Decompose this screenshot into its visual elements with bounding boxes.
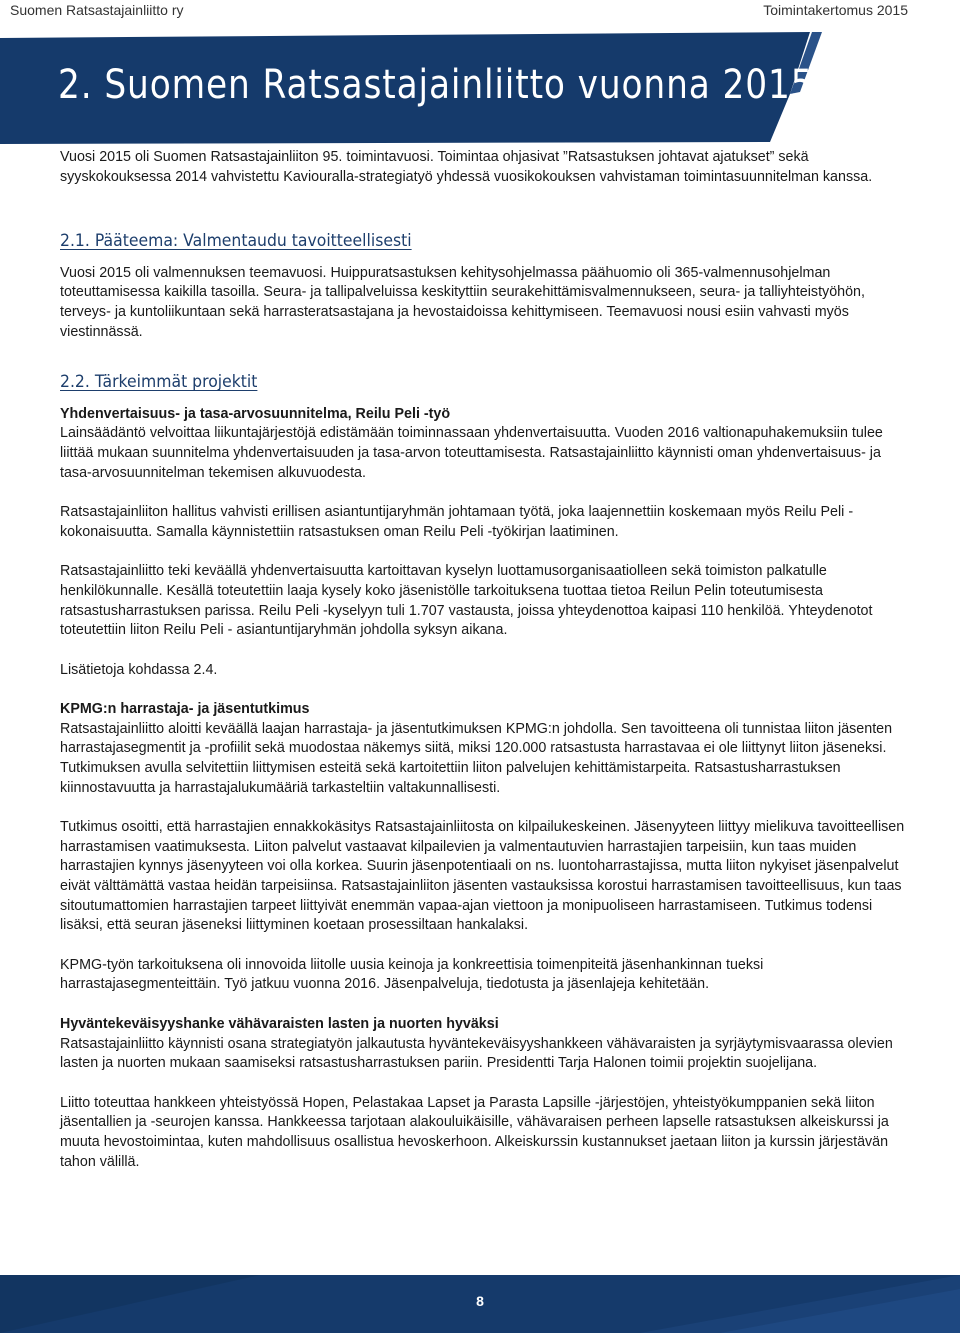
chapter-banner: [0, 32, 960, 144]
page-footer: [0, 1275, 960, 1333]
project-paragraph: Lisätietoja kohdassa 2.4.: [60, 661, 218, 678]
project-paragraph: Tutkimus osoitti, että harrastajien ennakkokäsitys Ratsastajainliitosta on kilpailukeskeinen. Jäsenyyteen liittyy mielikuva tavoitteellisen harrastamisen vaatimuksesta. Liiton palvelut vastaavat kilpailevien ja valmentautuvien harrastajien tarpeisiin, kun taas muiden harrastajien kynnys jäsenyyteen voi olla korkea. Suurin jäsenpotentiaali on ns. luontoharrastajissa, mutta liiton nykyiset jäsenpalvelut eivät välttämättä vastaa heidän tarpeisiinsa. Ratsastajainliiton jäsenten vastauksissa korostui harrastamisen tavoitteellisuus, kun taas sitoutumattomien harrastajien tarpeet liittyivät enemmän vapaa-ajan viettoon ja monipuoliseen harrastamiseen. Tutkimus todensi lisäksi, että seuran jäseneksi liittyminen koetaan prosessiltaan hankalaksi.: [60, 819, 905, 934]
intro-paragraph: Vuosi 2015 oli Suomen Ratsastajainliiton 95. toimintavuosi. Toimintaa ohjasivat ”Ratsastuksen johtavat ajatukset” sekä syyskokouksessa 2014 vahvistettu Kaviouralla-strategiatyö yhdessä vuosikokouksen vahvistaman toimintasuunnitelman kanssa.: [60, 149, 873, 185]
project-paragraph: Lainsäädäntö velvoittaa liikuntajärjestöjä edistämään toiminnassaan yhdenvertaisuutta. Vuoden 2016 valtionapuhakemuksiin tulee liittää mukaan suunnitelma yhdenvertaisuuden ja tasa-arvon toteuttamisesta. Ratsastajainliitto käynnisti oman yhdenvertaisuus- ja tasa-arvosuunnitelman tekemisen alkuvuodesta.: [60, 425, 883, 481]
project-paragraph: KPMG-työn tarkoituksena oli innovoida liitolle uusia keinoja ja konkreettisia toimenpiteitä jäsenhankinnan tueksi harrastajasegmenteittäin. Työ jatkuu vuonna 2016. Jäsenpalveluja, tiedotusta ja jäsenlajeja kehitetään.: [60, 956, 764, 993]
project-paragraph: Ratsastajainliiton hallitus vahvisti erillisen asiantuntijaryhmän johtamaan työtä, joka laajennettiin koskemaan myös Reilu Peli -kokonaisuutta. Samalla käynnistettiin ratsastuksen oman Reilu Peli -työkirjan laatiminen.: [60, 504, 854, 540]
section-title-2-1: 2.1. Pääteema: Valmentaudu tavoitteellisesti: [60, 231, 412, 252]
header-organization: Suomen Ratsastajainliitto ry: [10, 2, 184, 18]
project-heading-equality: Yhdenvertaisuus- ja tasa-arvosuunnitelma, Reilu Peli -työ: [60, 405, 451, 422]
page-content: [60, 148, 906, 1172]
header-report-title: Toimintakertomus 2015: [763, 2, 908, 18]
section-2-1-paragraph: Vuosi 2015 oli valmennuksen teemavuosi. Huippuratsastuksen kehitysohjelmassa päähuomio oli 365-valmennusohjelman toteuttamisessa kaikilla tasoilla. Seura- ja tallipalveluissa keskityttiin seurakehittämisvalmennukseen, seura- ja talliyhteistyöhön, terveys- ja kuntoliikuntaan sekä harrasteratsastajana ja hevostaidoissa kehittymiseen. Teemavuosi nousi esiin vahvasti myös viestinnässä.: [60, 264, 865, 340]
project-heading-charity: Hyväntekeväisyyshanke vähävaraisten lasten ja nuorten hyväksi: [60, 1016, 499, 1032]
project-paragraph: Ratsastajainliitto käynnisti osana strategiatyön jalkautusta hyväntekeväisyyshankkeen vähävaraisten ja syrjäytymisvaarassa olevien lasten ja nuorten mukaan saamiseksi ratsastusharrastuksen pariin. Presidentti Tarja Halonen toimii projektin suojelijana.: [60, 1035, 893, 1072]
chapter-title: 2. Suomen Ratsastajainliitto vuonna 2015: [58, 62, 814, 108]
project-paragraph: Ratsastajainliitto aloitti keväällä laajan harrastaja- ja jäsentutkimuksen KPMG:n johdolla. Sen tavoitteena oli tunnistaa liiton jäsenten harrastajasegmentit ja -profiilit sekä muodostaa näkemys siitä, miksi 120.000 ratsastusta harrastavaa ei ole liittynyt liiton jäseneksi. Tutkimuksen avulla selvitettiin liittymisen esteitä sekä kartoitettiin liiton palvelujen kehittämistarpeita. Ratsastusharrastuksen kiinnostavuutta ja harrastajalukumääriä tarkasteltiin valtakunnallisesti.: [60, 720, 893, 796]
page-number: 8: [476, 1293, 484, 1309]
section-title-2-2: 2.2. Tärkeimmät projektit: [60, 372, 258, 393]
project-heading-kpmg: KPMG:n harrastaja- ja jäsentutkimus: [60, 701, 310, 718]
running-header: [0, 0, 960, 30]
project-paragraph: Ratsastajainliitto teki keväällä yhdenvertaisuutta kartoittavan kyselyn luottamusorganisaatiolleen sekä toimiston palkatulle henkilökunnalle. Kesällä toteutettiin laaja kysely koko jäsenistölle tarkoituksena tuottaa tietoa Reilun Pelin toteutumisesta ratsastusharrastuksen parissa. Reilu Peli -kyselyyn tuli 1.707 vastausta, joissa yhteydenottoa kaipasi 110 henkilöä. Yhteydenotot toteutettiin liiton Reilu Peli - asiantuntijaryhmän johdolla syksyn aikana.: [60, 563, 873, 639]
project-paragraph: Liitto toteuttaa hankkeen yhteistyössä Hopen, Pelastakaa Lapset ja Parasta Lapsille -järjestöjen, yhteistyökumppanien sekä liiton jäsentallien ja -seurojen kanssa. Hankkeessa tarjotaan alakouluikäisille, vähävaraisen perheen lapselle ratsastuksen alkeiskurssi ja muuta hevostoimintaa, kuten mahdollisuus osallistua hevoskerhoon. Alkeiskurssin kustannukset jaetaan liiton ja kurssin järjestävän tahon välillä.: [60, 1094, 889, 1170]
